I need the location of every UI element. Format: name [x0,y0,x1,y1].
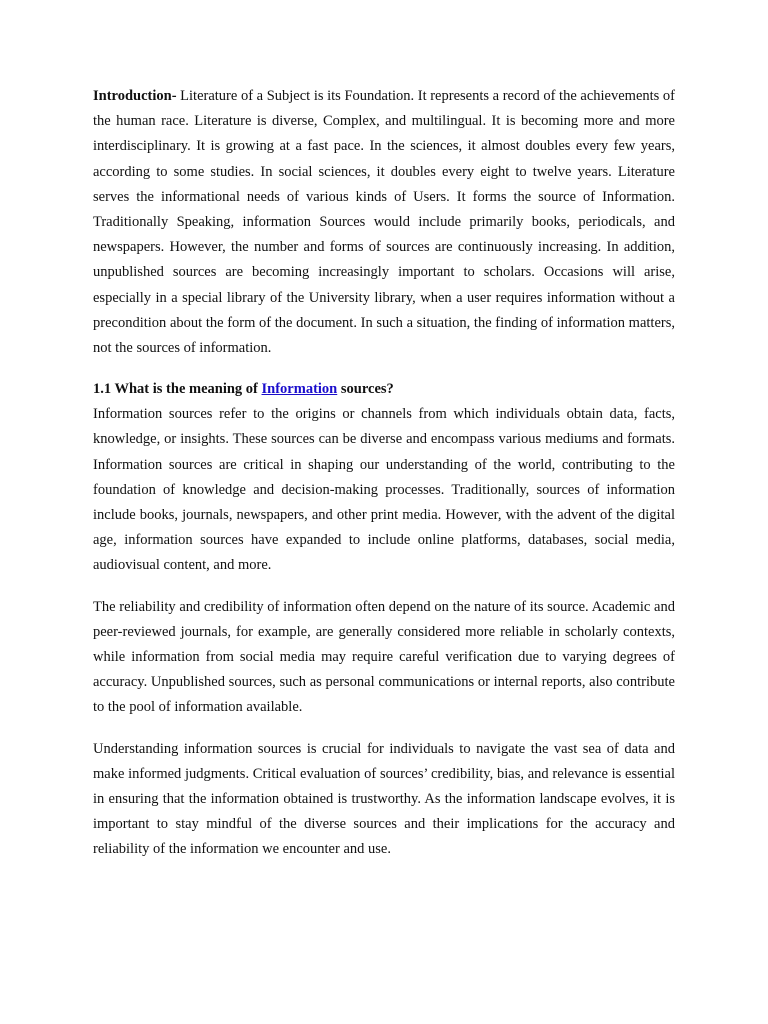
intro-paragraph [93,84,675,361]
section-heading [93,377,675,402]
information-link[interactable]: Information [261,381,338,398]
document-page [93,84,675,863]
paragraph-definition: Information sources refer to the origins or channels from which individuals obtain data, facts, knowledge, or insights. These sources can be diverse and encompass various mediums and formats. Information sources are critical in shaping our understanding of the world, contributing to the foundation of knowledge and decision-making processes. Traditionally, sources of information include books, journals, newspapers, and other print media. However, with the advent of the digital age, information sources have expanded to include online platforms, databases, social media, audiovisual content, and more. [93,406,675,574]
paragraph-understanding: Understanding information sources is crucial for individuals to navigate the vast sea of data and make informed judgments. Critical evaluation of sources’ credibility, bias, and relevance is essential in ensuring that the information obtained is trustworthy. As the information landscape evolves, it is important to stay mindful of the diverse sources and their implications for the accuracy and reliability of the information we encounter and use. [93,740,675,858]
intro-text: Literature of a Subject is its Foundation. It represents a record of the achievements of the human race. Literature is diverse, Complex, and multilingual. It is becoming more and more interdisciplinary. It is growing at a fast pace. In the sciences, it almost doubles every few years, according to some studies. In social sciences, it doubles every eight to twelve years. Literature serves the informational needs of various kinds of Users. It forms the source of Information. Traditionally Speaking, information Sources would include primarily books, periodicals, and newspapers. However, the number and forms of sources are continuously increasing. In addition, unpublished sources are becoming increasingly important to scholars. Occasions will arise, especially in a special library of the University library, when a user requires information without a precondition about the form of the document. In such a situation, the finding of information matters, not the sources of information. [93,88,676,357]
section-heading-suffix: sources? [337,381,394,398]
paragraph-reliability: The reliability and credibility of information often depend on the nature of its source. Academic and peer-reviewed journals, for example, are generally considered more reliable in scholarly contexts, while information from social media may require careful verification due to varying degrees of accuracy. Unpublished sources, such as personal communications or internal reports, also contribute to the pool of information available. [93,598,675,716]
section-heading-prefix: 1.1 What is the meaning of [93,381,262,398]
intro-label: Introduction- [93,88,177,104]
